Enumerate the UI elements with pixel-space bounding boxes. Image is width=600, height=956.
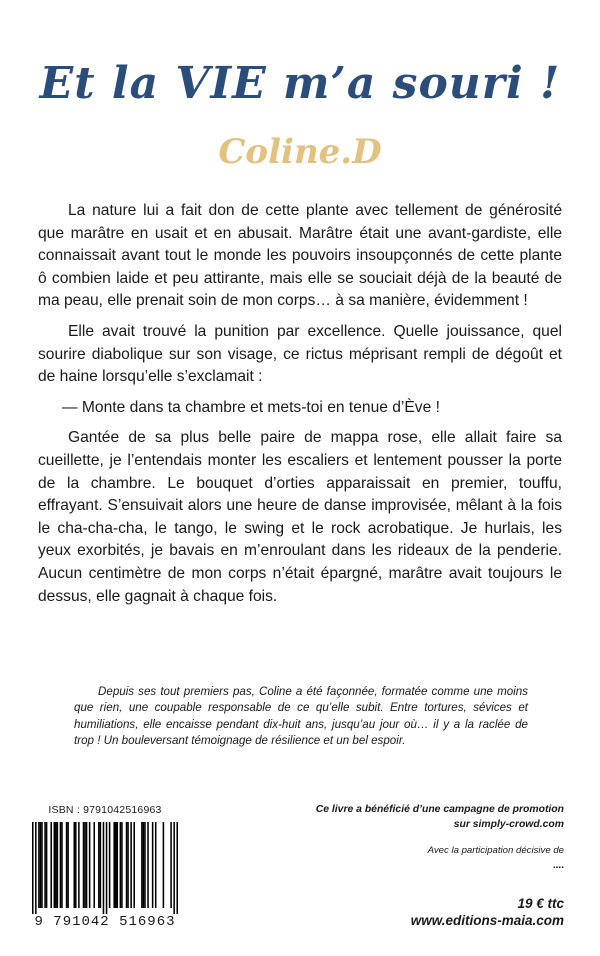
book-title: Et la VIE m’a souri ! (39, 58, 561, 109)
excerpt-paragraph-1: La nature lui a fait don de cette plante avec tellement de générosité que marâtre en usait et en abusait. Marâtre était une avant-gardiste, elle connaissait avant tout le monde les pouvoirs insoupçonnés de cette plante ô combien laide et peu attirante, mais elle se souciait déjà de la beauté de ma peau, elle prenait soin de mon corps… à sa manière, évidemment ! (38, 202, 562, 310)
barcode-bar (147, 822, 149, 908)
barcode-bar (144, 822, 146, 908)
barcode-bar (32, 822, 34, 914)
excerpt-paragraph-3: Gantée de sa plus belle paire de mappa rose, elle allait faire sa cueillette, je l’entendais monter les escaliers et lentement pousser la porte de la chambre. Le bouquet d’orties apparaissait en premier, touffu, effrayant. S’ensuivait alors une heure de danse improvisée, mêlant à la fois le cha-cha-cha, le tango, le swing et le rock acrobatique. Je hurlais, les yeux exorbités, je bavais en m’enroulant dans les rideaux de la penderie. Aucun centimètre de mon corps n’était épargné, marâtre avait toujours le dessus, elle gagnait à chaque fois. (38, 429, 562, 605)
barcode-bar (57, 822, 59, 908)
barcode-bar (40, 822, 42, 908)
barcode-bar (61, 822, 63, 908)
barcode-bar (115, 822, 117, 908)
barcode-bar (75, 822, 77, 908)
barcode-bar (55, 822, 57, 908)
barcode-bar (126, 822, 128, 908)
back-cover-blurb: Depuis ses tout premiers pas, Coline a été façonnée, formatée comme une moins que rien, une coupable responsable de ce qu’elle subit. Entre tortures, sévices et humiliations, elle encaisse pendant dix-huit ans, jusqu’au jour où… il y a la raclée de trop ! Un bouleversant témoignage de résilience et un bel espoir. (74, 685, 528, 748)
barcode-bar (173, 822, 175, 914)
barcode-bar (133, 822, 135, 908)
barcode-bar (117, 822, 119, 908)
isbn-label: ISBN : 9791042516963 (48, 804, 162, 816)
barcode-bar (141, 822, 143, 908)
barcode-bar (86, 822, 88, 908)
barcode-bar (98, 822, 100, 908)
isbn-barcode-block (30, 800, 180, 934)
excerpt-text (38, 200, 562, 616)
barcode-bar (35, 822, 37, 914)
barcode-bar (93, 822, 95, 908)
barcode-bar (50, 822, 52, 908)
barcode-bar (121, 822, 123, 908)
barcode-bar (109, 822, 111, 908)
barcode-bar (46, 822, 48, 908)
barcode-bar (170, 822, 172, 908)
promotion-note: Ce livre a bénéficié d’une campagne de promotion sur simply-crowd.com (315, 804, 564, 830)
barcode-bar (152, 822, 154, 908)
barcode-bar (103, 822, 105, 914)
barcode-bar (163, 822, 165, 908)
barcode-digits: 9 791042 516963 (34, 914, 176, 930)
participation-note: Avec la participation décisive de (427, 845, 564, 856)
barcode-bar (120, 822, 122, 908)
barcode-bar (54, 822, 56, 908)
barcode-bar (44, 822, 46, 908)
barcode-bar (38, 822, 40, 908)
barcode-bar (113, 822, 115, 908)
barcode-bar (60, 822, 62, 908)
barcode-bar (41, 822, 43, 908)
barcode-bar (78, 822, 80, 908)
excerpt-dialogue: — Monte dans ta chambre et mets-toi en tenue d’Ève ! (62, 398, 440, 416)
barcode-bar (100, 822, 102, 908)
barcode-bar (83, 822, 85, 908)
barcode-bar (127, 822, 129, 908)
barcode-bar (66, 822, 68, 908)
excerpt-paragraph-2: Elle avait trouvé la punition par excellence. Quelle jouissance, quel sourire diabolique sur son visage, ce rictus méprisant rempli de dégoût et de haine lorsqu’elle s’exclamait : (38, 322, 562, 386)
barcode-bar (130, 822, 132, 908)
barcode-bar (176, 822, 178, 914)
barcode-bar (106, 822, 108, 914)
author-name: Coline.D (218, 132, 382, 172)
barcode-bar (143, 822, 145, 908)
barcode-bar (67, 822, 69, 908)
barcode-bar (155, 822, 157, 908)
barcode-icon (32, 822, 178, 914)
publisher-website: www.editions-maia.com (410, 913, 564, 928)
barcode-bar (73, 822, 75, 908)
barcode-bar (89, 822, 91, 908)
barcode-bar (84, 822, 86, 908)
participant-placeholder: .... (552, 860, 564, 871)
price: 19 € ttc (517, 896, 564, 911)
